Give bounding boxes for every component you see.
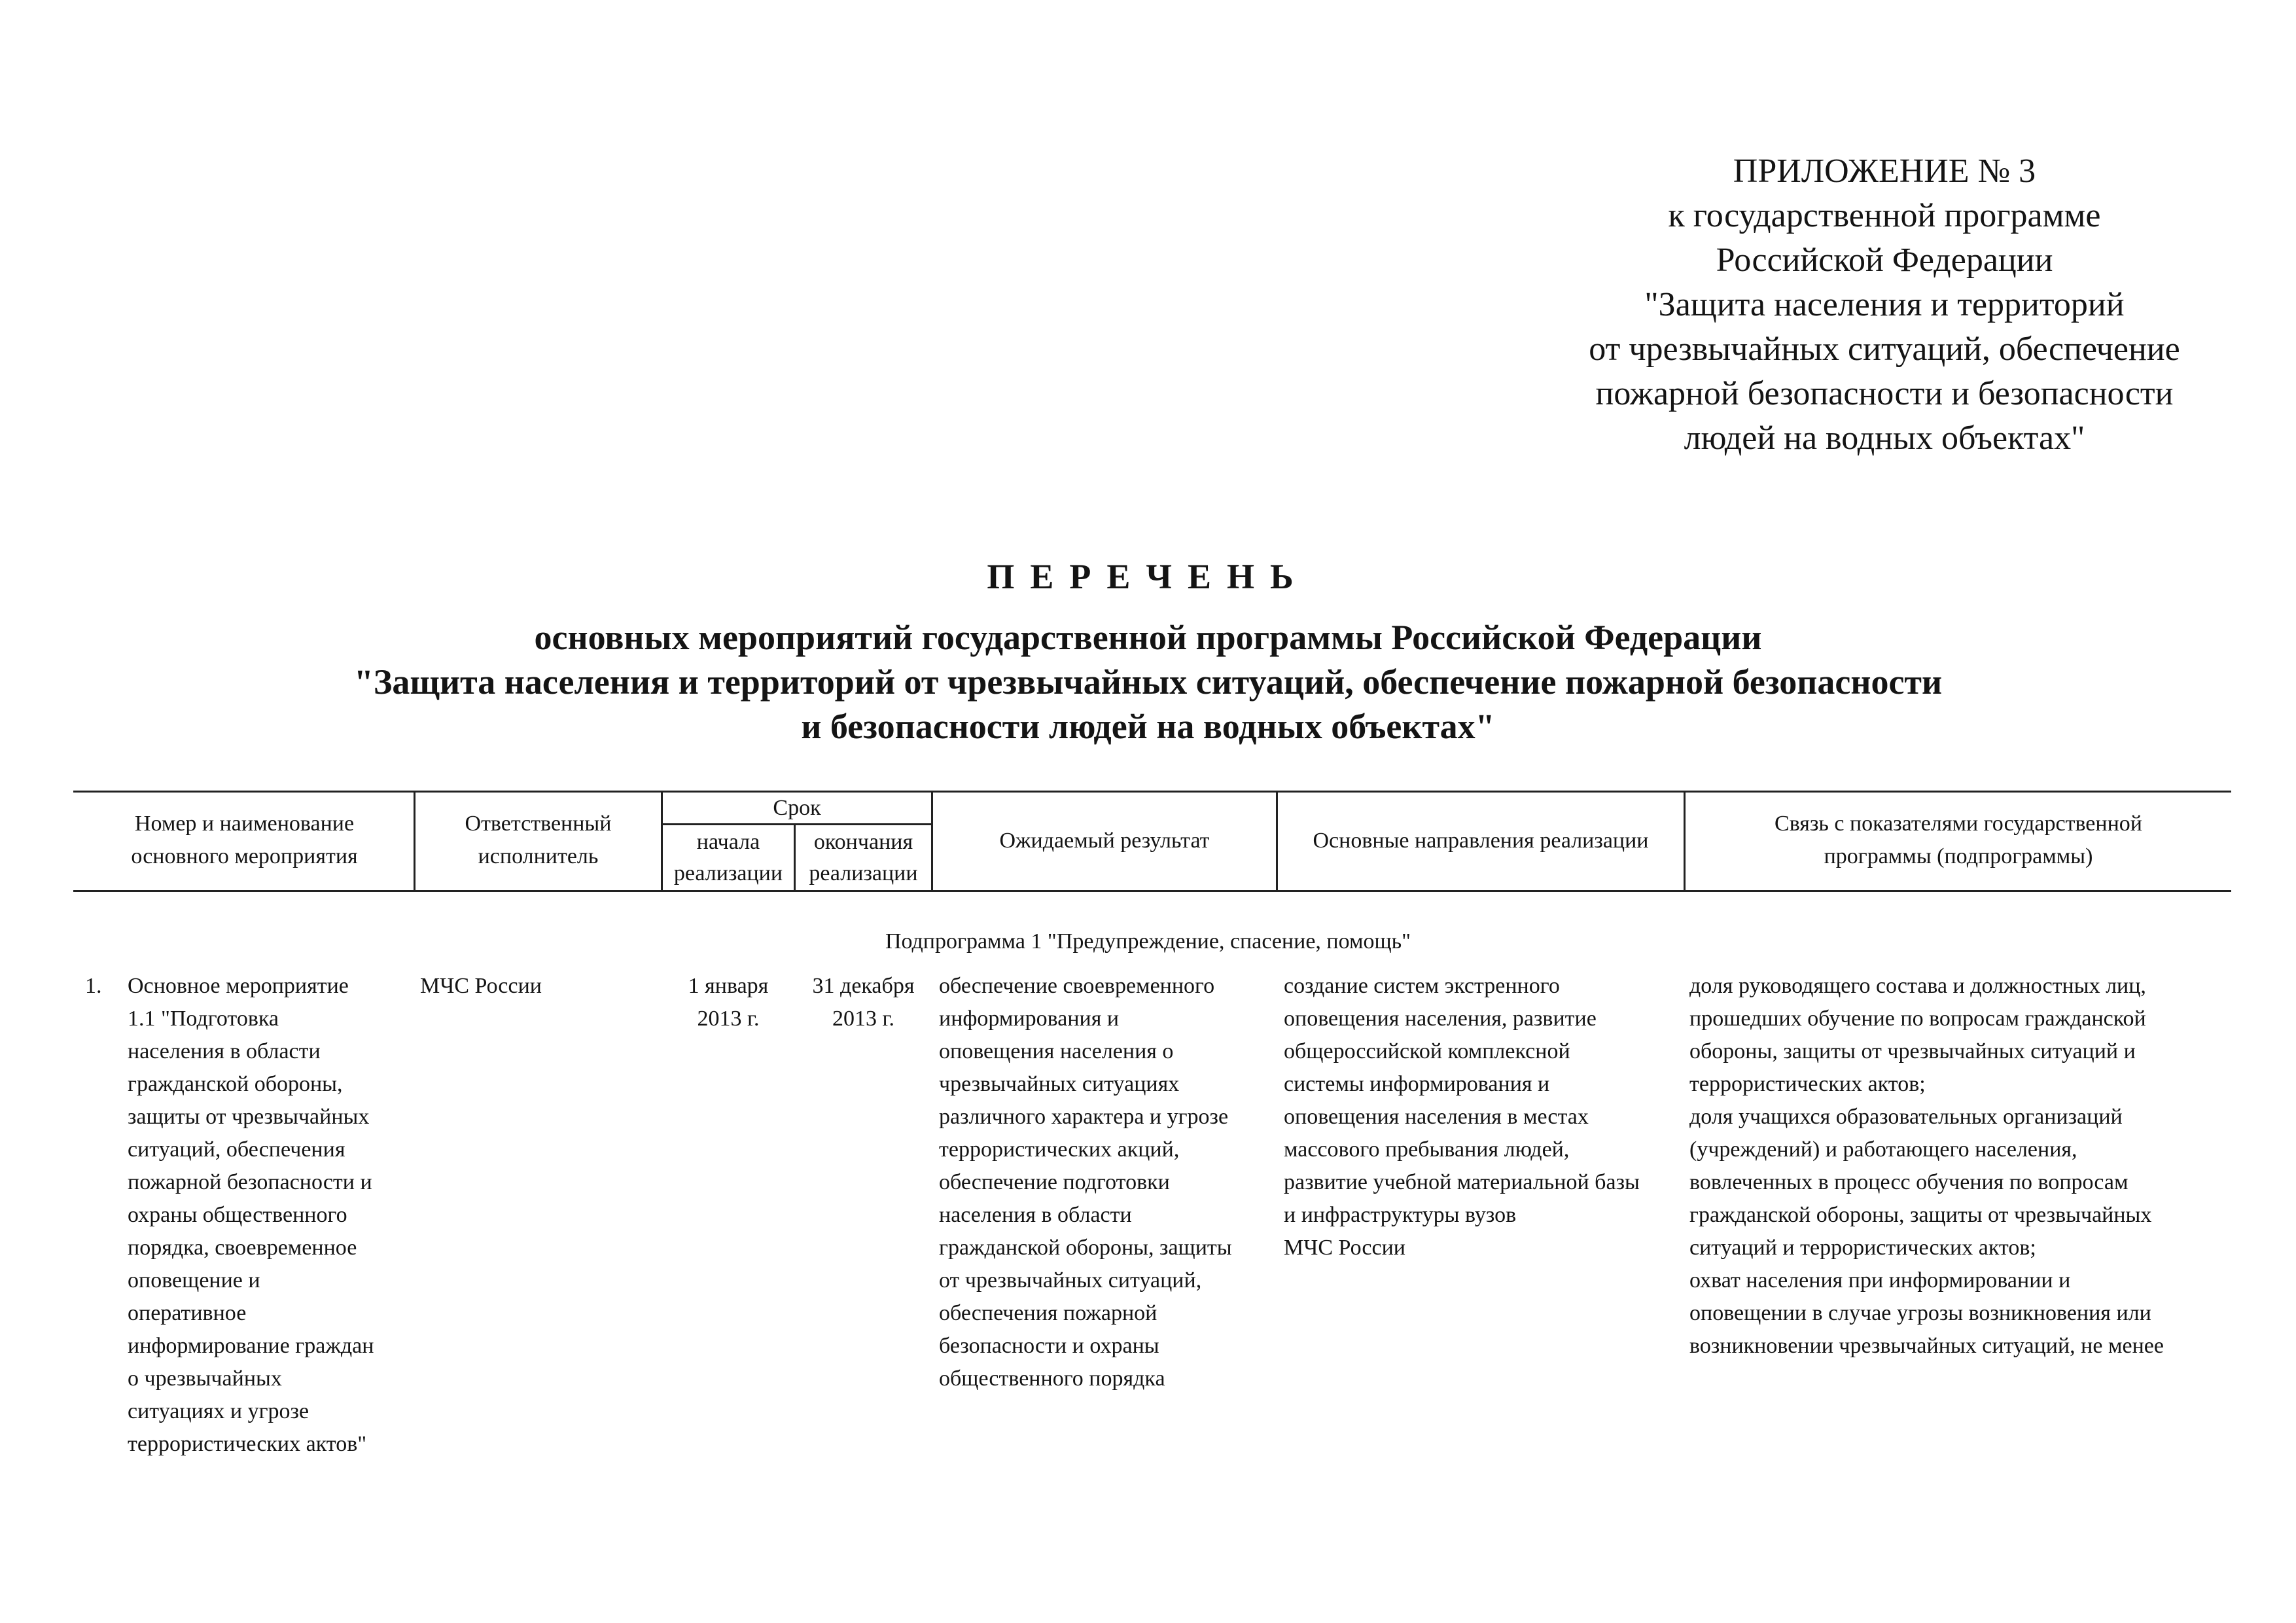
result-line: обеспечение своевременного bbox=[939, 974, 1215, 998]
measure-line: Основное мероприятие bbox=[128, 974, 349, 998]
header-measure-line: Номер и наименование bbox=[134, 812, 355, 836]
measure-line: оперативное bbox=[128, 1301, 247, 1325]
end-cell bbox=[796, 970, 931, 1035]
subtitle-line: основных мероприятий государственной программы Российской Федерации bbox=[534, 618, 1762, 657]
table-top-border bbox=[73, 791, 2231, 793]
header-indicators-line: программы (подпрограммы) bbox=[1824, 844, 2093, 868]
subprogram-title: Подпрограмма 1 "Предупреждение, спасение, помощь" bbox=[885, 929, 1411, 954]
indicators-line: прошедших обучение по вопросам гражданской bbox=[1689, 1007, 2146, 1031]
start-line: 2013 г. bbox=[697, 1007, 760, 1031]
measure-line: террористических актов" bbox=[128, 1432, 367, 1456]
header-end-line: окончания bbox=[813, 830, 913, 854]
indicators-line: (учреждений) и работающего населения, bbox=[1689, 1137, 2077, 1162]
header-indicators-line: Связь с показателями государственной bbox=[1775, 812, 2142, 836]
measure-line: пожарной безопасности и bbox=[128, 1170, 372, 1194]
measure-line: населения в области bbox=[128, 1039, 321, 1063]
directions-line: оповещения населения, развитие bbox=[1284, 1007, 1597, 1031]
indicators-line: доля учащихся образовательных организаций bbox=[1689, 1105, 2123, 1129]
appendix-header bbox=[1525, 149, 2244, 461]
header-directions bbox=[1278, 825, 1684, 857]
header-executor-line: Ответственный bbox=[465, 812, 612, 836]
indicators-cell bbox=[1689, 970, 2164, 1363]
result-line: общественного порядка bbox=[939, 1366, 1165, 1391]
measure-line: оповещение и bbox=[128, 1268, 260, 1293]
appendix-line: к государственной программе bbox=[1668, 197, 2101, 234]
row-number: 1. bbox=[85, 974, 102, 998]
indicators-line: доля руководящего состава и должностных лиц, bbox=[1689, 974, 2146, 998]
directions-line: оповещения населения в местах bbox=[1284, 1105, 1589, 1129]
header-start-line: реализации bbox=[673, 861, 783, 885]
result-line: чрезвычайных ситуациях bbox=[939, 1072, 1180, 1096]
result-line: информирования и bbox=[939, 1007, 1120, 1031]
result-line: террористических акций, bbox=[939, 1137, 1180, 1162]
measure-line: 1.1 "Подготовка bbox=[128, 1007, 279, 1031]
directions-line: общероссийской комплексной bbox=[1284, 1039, 1570, 1063]
directions-line: развитие учебной материальной базы bbox=[1284, 1170, 1640, 1194]
measure-line: информирование граждан bbox=[128, 1334, 374, 1358]
measure-line: ситуациях и угрозе bbox=[128, 1399, 309, 1423]
document-title: ПЕРЕЧЕНЬ bbox=[987, 557, 1309, 596]
header-executor-line: исполнитель bbox=[478, 844, 599, 868]
document-subtitle bbox=[0, 615, 2296, 749]
result-line: оповещения населения о bbox=[939, 1039, 1174, 1063]
header-indicators bbox=[1686, 808, 2231, 873]
indicators-line: вовлеченных в процесс обучения по вопросам bbox=[1689, 1170, 2128, 1194]
appendix-line: ПРИЛОЖЕНИЕ № 3 bbox=[1733, 152, 2036, 190]
measure-line: о чрезвычайных bbox=[128, 1366, 282, 1391]
executor-cell: МЧС России bbox=[420, 974, 542, 998]
header-term-label: Срок bbox=[773, 796, 821, 820]
appendix-line: людей на водных объектах" bbox=[1684, 419, 2085, 457]
appendix-line: Российской Федерации bbox=[1716, 241, 2053, 279]
result-line: обеспечения пожарной bbox=[939, 1301, 1157, 1325]
indicators-line: возникновении чрезвычайных ситуаций, не менее bbox=[1689, 1334, 2164, 1358]
subtitle-line: "Защита населения и территорий от чрезвычайных ситуаций, обеспечение пожарной безопасности bbox=[353, 662, 1943, 702]
result-line: от чрезвычайных ситуаций, bbox=[939, 1268, 1202, 1293]
measure-line: охраны общественного bbox=[128, 1203, 347, 1227]
header-result-label: Ожидаемый результат bbox=[999, 829, 1210, 853]
header-result bbox=[933, 825, 1276, 857]
header-end bbox=[796, 827, 931, 889]
appendix-line: пожарной безопасности и безопасности bbox=[1595, 375, 2174, 412]
indicators-line: гражданской обороны, защиты от чрезвычайных bbox=[1689, 1203, 2152, 1227]
measure-line: гражданской обороны, bbox=[128, 1072, 343, 1096]
appendix-line: "Защита населения и территорий bbox=[1644, 286, 2125, 323]
indicators-line: охват населения при информировании и bbox=[1689, 1268, 2071, 1293]
directions-line: МЧС России bbox=[1284, 1236, 1405, 1260]
header-measure bbox=[75, 808, 414, 873]
result-line: обеспечение подготовки bbox=[939, 1170, 1170, 1194]
indicators-line: обороны, защиты от чрезвычайных ситуаций и bbox=[1689, 1039, 2136, 1063]
subtitle-line: и безопасности людей на водных объектах" bbox=[801, 707, 1495, 746]
directions-line: системы информирования и bbox=[1284, 1072, 1550, 1096]
directions-line: массового пребывания людей, bbox=[1284, 1137, 1570, 1162]
indicators-line: террористических актов; bbox=[1689, 1072, 1926, 1096]
header-executor bbox=[415, 808, 661, 873]
measure-line: ситуаций, обеспечения bbox=[128, 1137, 345, 1162]
measure-cell bbox=[128, 970, 374, 1461]
measure-line: порядка, своевременное bbox=[128, 1236, 357, 1260]
end-line: 2013 г. bbox=[832, 1007, 895, 1031]
result-line: различного характера и угрозе bbox=[939, 1105, 1229, 1129]
directions-line: создание систем экстренного bbox=[1284, 974, 1560, 998]
result-cell bbox=[939, 970, 1232, 1395]
indicators-line: оповещении в случае угрозы возникновения или bbox=[1689, 1301, 2151, 1325]
header-end-line: реализации bbox=[809, 861, 918, 885]
result-line: безопасности и охраны bbox=[939, 1334, 1159, 1358]
header-start-line: начала bbox=[696, 830, 760, 854]
header-start bbox=[663, 827, 794, 889]
result-line: населения в области bbox=[939, 1203, 1132, 1227]
start-line: 1 января bbox=[688, 974, 769, 998]
table-header-bottom-border bbox=[73, 890, 2231, 892]
measure-line: защиты от чрезвычайных bbox=[128, 1105, 370, 1129]
end-line: 31 декабря bbox=[812, 974, 915, 998]
header-directions-label: Основные направления реализации bbox=[1313, 829, 1649, 853]
header-term bbox=[663, 792, 931, 825]
start-cell bbox=[663, 970, 794, 1035]
directions-line: и инфраструктуры вузов bbox=[1284, 1203, 1517, 1227]
result-line: гражданской обороны, защиты bbox=[939, 1236, 1232, 1260]
header-measure-line: основного мероприятия bbox=[131, 844, 358, 868]
indicators-line: ситуаций и террористических актов; bbox=[1689, 1236, 2036, 1260]
appendix-line: от чрезвычайных ситуаций, обеспечение bbox=[1589, 330, 2180, 368]
directions-cell bbox=[1284, 970, 1640, 1264]
